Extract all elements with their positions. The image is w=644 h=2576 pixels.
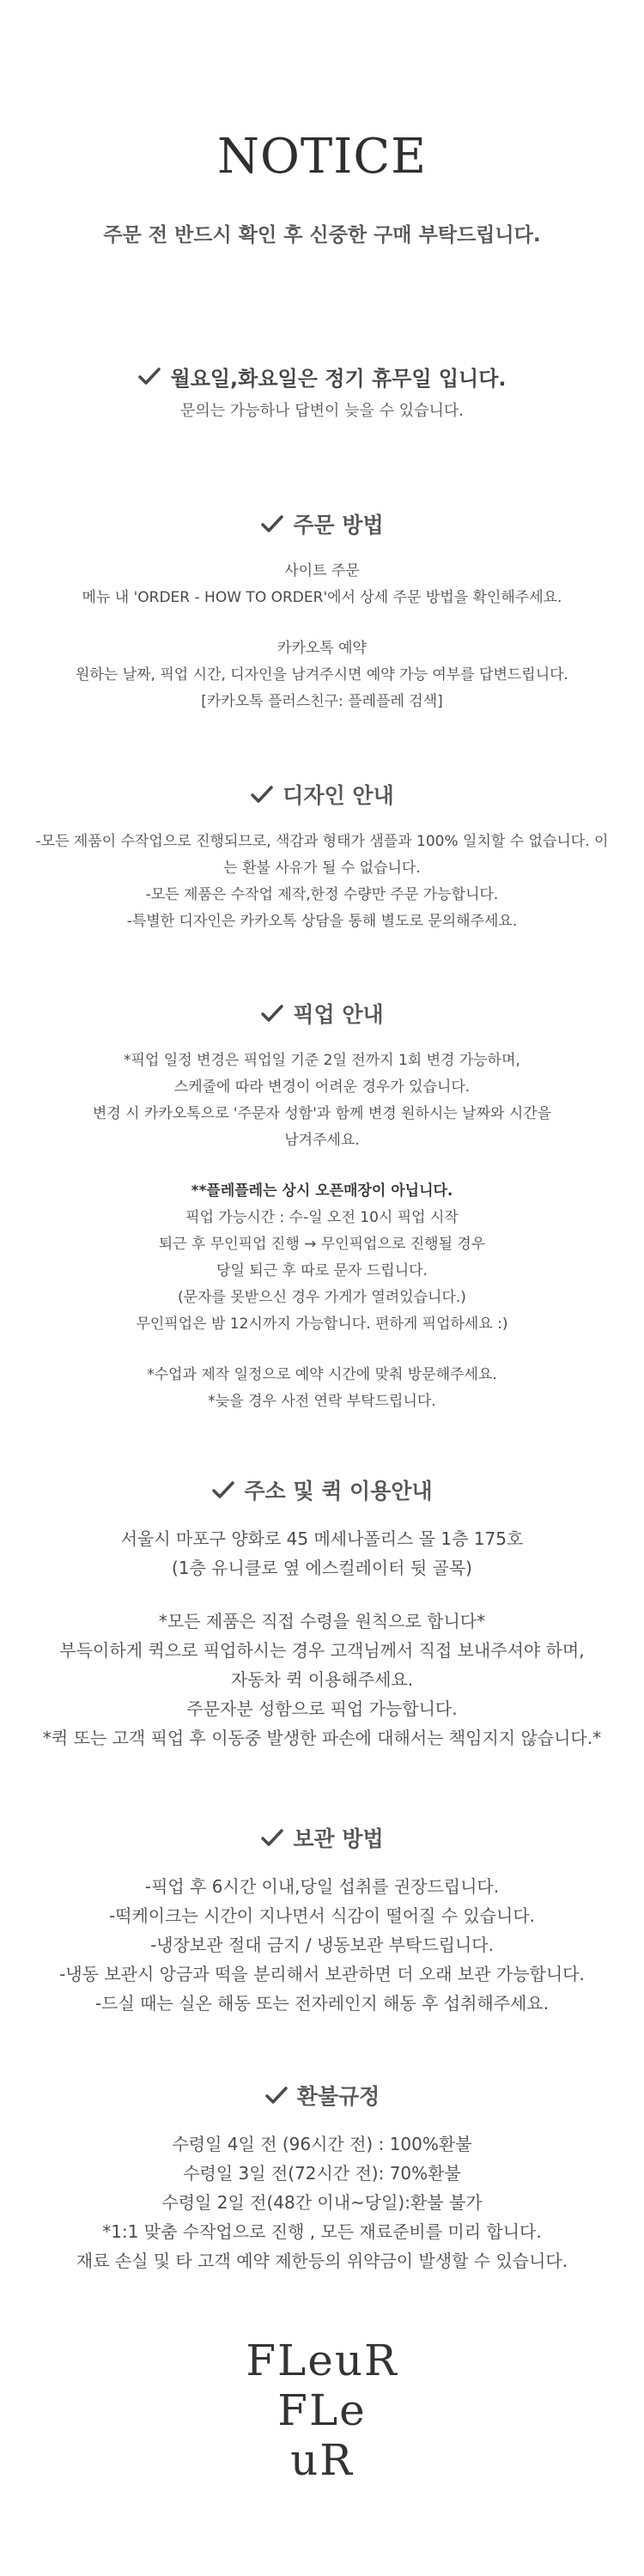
holiday-notice [0,359,644,421]
section-heading [0,777,644,811]
section-heading [0,996,644,1030]
check-icon [137,366,161,386]
body-line: 카카오톡 예약 [277,640,367,657]
line-gap [0,611,644,635]
section-heading [0,1820,644,1855]
check-icon [260,1827,284,1848]
body-line: 재료 손실 및 타 고객 예약 제한등의 위약금이 발생할 수 있습니다. [76,2251,568,2271]
check-icon [250,784,274,805]
logo-line: FLeuR [246,2336,398,2385]
body-line: 변경 시 카카오톡으로 '주문자 성함'과 함께 변경 원하시는 날짜와 시간을 [92,1105,552,1122]
body-line: *모든 제품은 직접 수령을 원칙으로 합니다* [158,1611,486,1631]
body-line: 사이트 주문 [284,562,360,580]
body-line: -모든 제품은 수작업 제작,한정 수량만 주문 가능합니다. [145,886,499,903]
body-line: 무인픽업은 밤 12시까지 가능합니다. 편하게 픽업하세요 :) [136,1315,508,1333]
body-line: -픽업 후 6시간 이내,당일 섭취를 권장드립니다. [144,1876,500,1897]
body-line-emphasis: **플레플레는 상시 오픈매장이 아닙니다. [191,1182,453,1200]
section-heading [0,507,644,541]
section-design [0,777,644,935]
address-line: (1층 유니클로 옆 에스컬레이터 뒷 골목) [172,1558,472,1578]
body-line: *픽업 일정 변경은 픽업일 기준 2일 전까지 1회 변경 가능하며, [124,1052,520,1069]
body-line: 수령일 2일 전(48간 이내~당일):환불 불가 [161,2192,483,2213]
section-heading-text: 주문 방법 [293,513,384,538]
check-icon [211,1479,235,1500]
section-refund [0,2078,644,2275]
body-line: 는 환불 사유가 될 수 없습니다. [223,860,421,877]
section-heading [0,1473,644,1507]
section-body [0,1872,644,2018]
body-line: 부득이하게 퀵으로 픽업하시는 경우 고객님께서 직접 보내주셔야 하며, [59,1640,585,1661]
section-heading-text: 환불규정 [296,2084,380,2109]
body-line: *1:1 맞춤 수작업으로 진행 , 모든 재료준비를 미리 합니다. [102,2221,542,2242]
line-gap [0,1154,644,1178]
body-line: 주문자분 성함으로 픽업 가능합니다. [186,1698,458,1719]
body-line: 수령일 3일 전(72시간 전): 70%환불 [183,2163,461,2184]
section-body [0,829,644,935]
logo-line: FLe [277,2385,367,2435]
section-heading-text: 주소 및 퀵 이용안내 [244,1479,433,1504]
section-heading [0,2078,644,2112]
body-line: 픽업 가능시간 : 수-일 오전 10시 픽업 시작 [185,1209,459,1226]
holiday-heading-text: 월요일,화요일은 정기 휴무일 입니다. [170,366,507,391]
section-body [0,1524,644,1753]
section-order [0,507,644,715]
body-line: -떡케이크는 시간이 지나면서 식감이 떨어질 수 있습니다. [108,1905,536,1926]
body-line: 원하는 날짜, 픽업 시간, 디자인을 남겨주시면 예약 가능 여부를 답변드립니다. [76,666,568,683]
section-body [0,2129,644,2275]
body-line: 당일 퇴근 후 따로 문자 드립니다. [216,1262,428,1279]
body-line: 남겨주세요. [284,1132,360,1149]
body-line: 수령일 4일 전 (96시간 전) : 100%환불 [172,2134,472,2154]
section-storage [0,1820,644,2018]
body-line: -드실 때는 실온 해동 또는 전자레인지 해동 후 섭취해주세요. [94,1993,550,2014]
section-heading-text: 보관 방법 [293,1826,384,1851]
section-body [0,558,644,715]
body-line: 스케줄에 따라 변경이 어려운 경우가 있습니다. [173,1078,471,1096]
body-line: -모든 제품이 수작업으로 진행되므로, 색감과 형태가 샘플과 100% 일치할 수 없습니다. 이 [35,833,609,850]
body-line: 메뉴 내 'ORDER - HOW TO ORDER'에서 상세 주문 방법을 확인해주세요. [82,589,562,606]
section-pickup [0,996,644,1415]
check-icon [264,2085,289,2105]
check-icon [260,1003,284,1024]
body-line: *수업과 제작 일정으로 예약 시간에 맞춰 방문해주세요. [147,1366,497,1383]
logo-line: uR [290,2435,354,2485]
body-line: (문자를 못받으신 경우 가게가 열려있습니다.) [178,1289,466,1306]
brand-logo [0,2336,644,2485]
section-address [0,1473,644,1753]
address-line: 서울시 마포구 양화로 45 메세나폴리스 몰 1층 175호 [120,1528,524,1549]
holiday-sub: 문의는 가능하나 답변이 늦을 수 있습니다. [180,402,464,420]
body-line: *퀵 또는 고객 픽업 후 이동중 발생한 파손에 대해서는 책임지지 않습니다.* [42,1728,602,1748]
section-body [0,1048,644,1415]
body-line: 퇴근 후 무인픽업 진행 → 무인픽업으로 진행될 경우 [158,1236,486,1253]
line-gap [0,1583,644,1607]
page-subtitle: 주문 전 반드시 확인 후 신중한 구매 부탁드립니다. [103,224,541,246]
check-icon [260,513,284,534]
holiday-heading [0,359,644,393]
line-gap [0,1338,644,1362]
body-line: 자동차 퀵 이용해주세요. [230,1669,414,1690]
body-line: [카카오톡 플러스친구: 플레플레 검색] [201,693,443,710]
body-line: -냉장보관 절대 금지 / 냉동보관 부탁드립니다. [150,1935,494,1955]
section-heading-text: 픽업 안내 [293,1002,384,1027]
section-heading-text: 디자인 안내 [283,783,394,808]
page-title: NOTICE [216,129,428,185]
body-line: -특별한 디자인은 카카오톡 상담을 통해 별도로 문의해주세요. [126,913,518,930]
body-line: *늦을 경우 사전 연락 부탁드립니다. [208,1393,436,1410]
body-line: -냉동 보관시 앙금과 떡을 분리해서 보관하면 더 오래 보관 가능합니다. [59,1964,585,1984]
